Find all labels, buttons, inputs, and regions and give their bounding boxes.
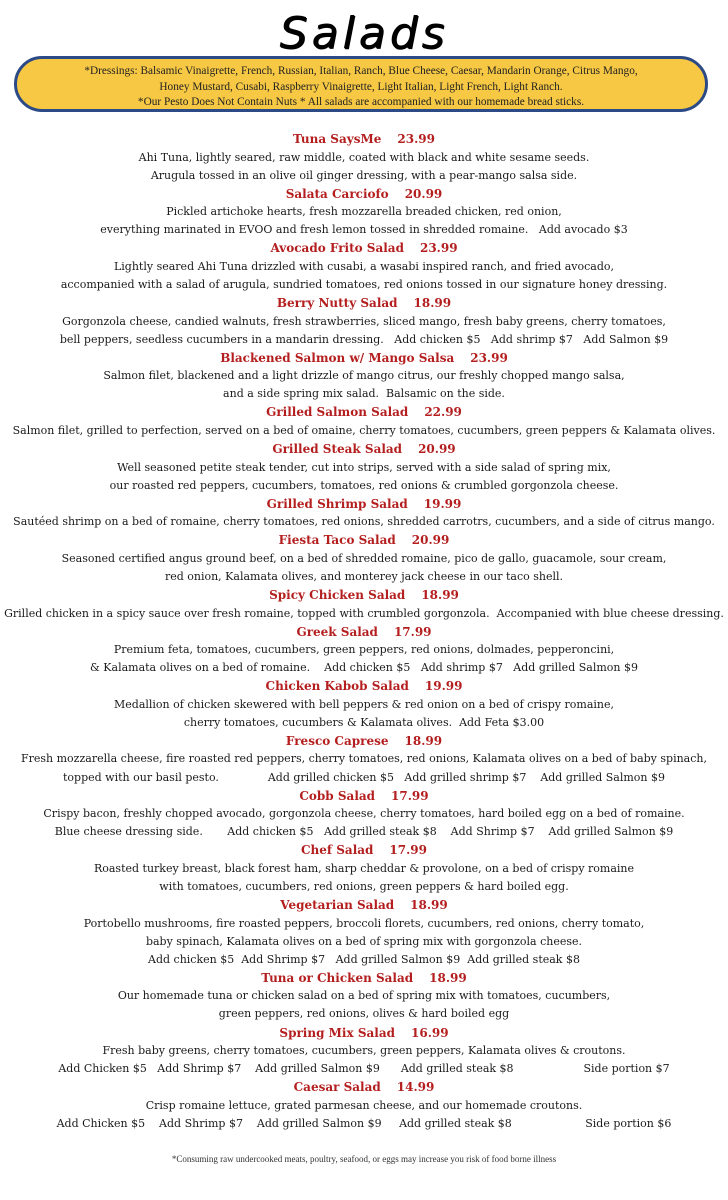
- menu-item-heading: [0, 185, 728, 204]
- menu-item: [0, 294, 728, 349]
- menu-item-name: Chef Salad: [301, 843, 374, 858]
- menu-item-description: and a side spring mix salad. Balsamic on the side.: [223, 387, 505, 401]
- menu-item: [0, 349, 728, 404]
- menu-item-heading: [0, 440, 728, 459]
- menu-item-price: 18.99: [413, 296, 452, 311]
- page-title: Salads: [279, 8, 449, 59]
- menu-item-description: bell peppers, seedless cucumbers in a mandarin dressing. Add chicken $5 Add shrimp $7 Add Salmon $9: [59, 332, 669, 346]
- salad-menu-list: [0, 130, 728, 1133]
- menu-item-description: Portobello mushrooms, fire roasted peppers, broccoli florets, cucumbers, red onions, cherry tomato,: [83, 916, 645, 930]
- menu-item-description: accompanied with a salad of arugula, sundried tomatoes, red onions tossed in our signature honey dressing.: [60, 277, 668, 291]
- menu-item-name: Avocado Frito Salad: [270, 241, 404, 256]
- menu-item-heading: [0, 495, 728, 514]
- menu-item: [0, 440, 728, 495]
- menu-item-name: Cobb Salad: [299, 788, 376, 803]
- menu-item-name: Grilled Shrimp Salad: [266, 496, 408, 511]
- menu-item-name: Fresco Caprese: [285, 733, 389, 748]
- menu-item-description: with tomatoes, cucumbers, red onions, green peppers & hard boiled egg.: [159, 879, 569, 893]
- menu-item: [0, 130, 728, 185]
- menu-item-heading: [0, 239, 728, 258]
- menu-item: [0, 185, 728, 240]
- menu-item-heading: [0, 130, 728, 149]
- menu-item-heading: [0, 586, 728, 605]
- menu-item-description: Add Chicken $5 Add Shrimp $7 Add grilled Salmon $9 Add grilled steak $8 Side portion $6: [56, 1116, 672, 1130]
- menu-item: [0, 969, 728, 1024]
- menu-item: [0, 787, 728, 842]
- banner-line-3: *Our Pesto Does Not Contain Nuts * All salads are accompanied with our homemade bread sticks.: [137, 96, 585, 108]
- banner-line-1: *Dressings: Balsamic Vinaigrette, French, Russian, Italian, Ranch, Blue Cheese, Caesar, Mandarin Orange, Citrus Mango,: [84, 65, 638, 77]
- menu-item-price: 23.99: [470, 350, 508, 365]
- menu-item-price: 17.99: [393, 624, 432, 639]
- banner-line-2: Honey Mustard, Cusabi, Raspberry Vinaigrette, Light Italian, Light French, Light Ranch.: [159, 80, 563, 93]
- menu-item-name: Caesar Salad: [293, 1080, 381, 1095]
- menu-item: [0, 239, 728, 294]
- menu-item-description: Our homemade tuna or chicken salad on a bed of spring mix with tomatoes, cucumbers,: [117, 989, 611, 1003]
- menu-item-name: Grilled Steak Salad: [272, 442, 403, 457]
- menu-item-price: 20.99: [411, 533, 450, 548]
- menu-item-price: 19.99: [423, 496, 462, 511]
- menu-item-price: 22.99: [424, 405, 462, 420]
- menu-item-heading: [0, 531, 728, 550]
- menu-item-name: Grilled Salmon Salad: [266, 405, 409, 420]
- menu-item-description: Gorgonzola cheese, candied walnuts, fresh strawberries, sliced mango, fresh baby greens, cherry tomatoes,: [62, 314, 666, 328]
- menu-item-description: Salmon filet, blackened and a light drizzle of mango citrus, our freshly chopped mango salsa,: [103, 369, 625, 383]
- menu-item-name: Blackened Salmon w/ Mango Salsa: [220, 350, 455, 365]
- menu-item-name: Tuna SaysMe: [293, 132, 382, 146]
- menu-item-price: 20.99: [418, 442, 456, 457]
- menu-item-description: Fresh mozzarella cheese, fire roasted red peppers, cherry tomatoes, red onions, Kalamata olives on a bed of baby spinach,: [20, 752, 707, 766]
- menu-item: [0, 896, 728, 969]
- menu-item-heading: [0, 1024, 728, 1043]
- menu-item-price: 16.99: [411, 1025, 449, 1040]
- menu-item-price: 19.99: [424, 679, 463, 694]
- menu-item: [0, 586, 728, 623]
- menu-item-description: baby spinach, Kalamata olives on a bed of spring mix with gorgonzola cheese.: [145, 934, 583, 948]
- menu-item-heading: [0, 349, 728, 368]
- menu-item-name: Tuna or Chicken Salad: [261, 970, 414, 985]
- menu-item-heading: [0, 403, 728, 422]
- menu-item-description: Grilled chicken in a spicy sauce over fresh romaine, topped with crumbled gorgonzola. Accompanied with blue cheese dressing.: [4, 606, 724, 620]
- menu-item-description: Medallion of chicken skewered with bell peppers & red onion on a bed of crispy romaine,: [114, 697, 614, 711]
- menu-item-price: 18.99: [429, 970, 467, 985]
- menu-item-description: our roasted red peppers, cucumbers, tomatoes, red onions & crumbled gorgonzola cheese.: [109, 478, 619, 492]
- menu-item-description: Lightly seared Ahi Tuna drizzled with cusabi, a wasabi inspired ranch, and fried avocado,: [113, 259, 615, 273]
- menu-item-heading: [0, 294, 728, 313]
- menu-item-description: Well seasoned petite steak tender, cut into strips, served with a side salad of spring mix,: [117, 460, 611, 474]
- menu-item-price: 17.99: [391, 788, 429, 803]
- menu-item-name: Spring Mix Salad: [279, 1025, 395, 1040]
- menu-item-price: 18.99: [421, 588, 459, 602]
- menu-item: [0, 623, 728, 678]
- menu-item-description: green peppers, red onions, olives & hard boiled egg: [218, 1007, 510, 1021]
- health-footnote: *Consuming raw undercooked meats, poultry, seafood, or eggs may increase you risk of food borne illness: [171, 1154, 557, 1164]
- menu-item-description: Crisp romaine lettuce, grated parmesan cheese, and our homemade croutons.: [145, 1098, 583, 1112]
- menu-item-name: Greek Salad: [296, 624, 378, 639]
- menu-item-description: Sautéed shrimp on a bed of romaine, cherry tomatoes, red onions, shredded carrotrs, cucumbers, and a side of citrus mango.: [13, 515, 715, 529]
- menu-item-price: 20.99: [404, 186, 443, 201]
- menu-item-description: Roasted turkey breast, black forest ham, sharp cheddar & provolone, on a bed of crispy romaine: [93, 861, 635, 875]
- menu-item-description: & Kalamata olives on a bed of romaine. Add chicken $5 Add shrimp $7 Add grilled Salmon $9: [90, 661, 638, 675]
- menu-item: [0, 1024, 728, 1079]
- dressings-banner: [14, 56, 708, 112]
- menu-item-name: Salata Carciofo: [285, 186, 389, 201]
- menu-item-description: topped with our basil pesto. Add grilled chicken $5 Add grilled shrimp $7 Add grilled Salmon $9: [63, 770, 665, 784]
- menu-item-price: 23.99: [397, 132, 435, 146]
- menu-item-price: 23.99: [419, 241, 458, 256]
- menu-item: [0, 531, 728, 586]
- menu-item: [0, 841, 728, 896]
- menu-item: [0, 1078, 728, 1133]
- menu-item-description: Pickled artichoke hearts, fresh mozzarella breaded chicken, red onion,: [166, 205, 562, 219]
- menu-item-heading: [0, 677, 728, 696]
- menu-item-name: Vegetarian Salad: [280, 898, 395, 913]
- menu-item: [0, 732, 728, 787]
- menu-item-name: Berry Nutty Salad: [276, 296, 398, 311]
- menu-item-description: Add chicken $5 Add Shrimp $7 Add grilled Salmon $9 Add grilled steak $8: [148, 952, 580, 966]
- menu-item-price: 18.99: [410, 898, 448, 913]
- menu-item-description: Crispy bacon, freshly chopped avocado, gorgonzola cheese, cherry tomatoes, hard boiled egg on a bed of romaine.: [43, 807, 685, 821]
- menu-item-description: Blue cheese dressing side. Add chicken $5 Add grilled steak $8 Add Shrimp $7 Add grilled Salmon $9: [54, 825, 674, 839]
- menu-item-heading: [0, 787, 728, 806]
- menu-item-heading: [0, 896, 728, 915]
- menu-item-heading: [0, 623, 728, 642]
- menu-item: [0, 403, 728, 440]
- menu-item-description: Seasoned certified angus ground beef, on a bed of shredded romaine, pico de gallo, guacamole, sour cream,: [61, 551, 667, 565]
- menu-item-description: red onion, Kalamata olives, and monterey jack cheese in our taco shell.: [164, 569, 564, 583]
- menu-item-description: Fresh baby greens, cherry tomatoes, cucumbers, green peppers, Kalamata olives & croutons.: [102, 1044, 626, 1057]
- menu-item-price: 14.99: [396, 1080, 435, 1095]
- menu-item-price: 18.99: [404, 733, 443, 748]
- menu-item-description: everything marinated in EVOO and fresh lemon tossed in shredded romaine. Add avocado $3: [100, 223, 628, 237]
- menu-item-description: Arugula tossed in an olive oil ginger dressing, with a pear-mango salsa side.: [150, 168, 578, 182]
- menu-item-heading: [0, 969, 728, 988]
- menu-item-description: Salmon filet, grilled to perfection, served on a bed of omaine, cherry tomatoes, cucumbers, green peppers & Kalamata olives.: [12, 423, 716, 437]
- menu-item-heading: [0, 1078, 728, 1097]
- menu-item-price: 17.99: [389, 843, 427, 858]
- menu-item: [0, 495, 728, 532]
- menu-item-description: cherry tomatoes, cucumbers & Kalamata olives. Add Feta $3.00: [183, 715, 545, 729]
- menu-item-description: Premium feta, tomatoes, cucumbers, green peppers, red onions, dolmades, pepperoncini,: [113, 643, 615, 657]
- menu-item: [0, 677, 728, 732]
- menu-item-description: Ahi Tuna, lightly seared, raw middle, coated with black and white sesame seeds.: [138, 150, 590, 164]
- menu-item-heading: [0, 841, 728, 860]
- menu-item-name: Chicken Kabob Salad: [265, 679, 409, 694]
- menu-item-description: Add Chicken $5 Add Shrimp $7 Add grilled Salmon $9 Add grilled steak $8 Side portion $7: [58, 1062, 670, 1076]
- menu-item-name: Spicy Chicken Salad: [269, 588, 406, 602]
- menu-item-name: Fiesta Taco Salad: [278, 533, 396, 548]
- menu-item-heading: [0, 732, 728, 751]
